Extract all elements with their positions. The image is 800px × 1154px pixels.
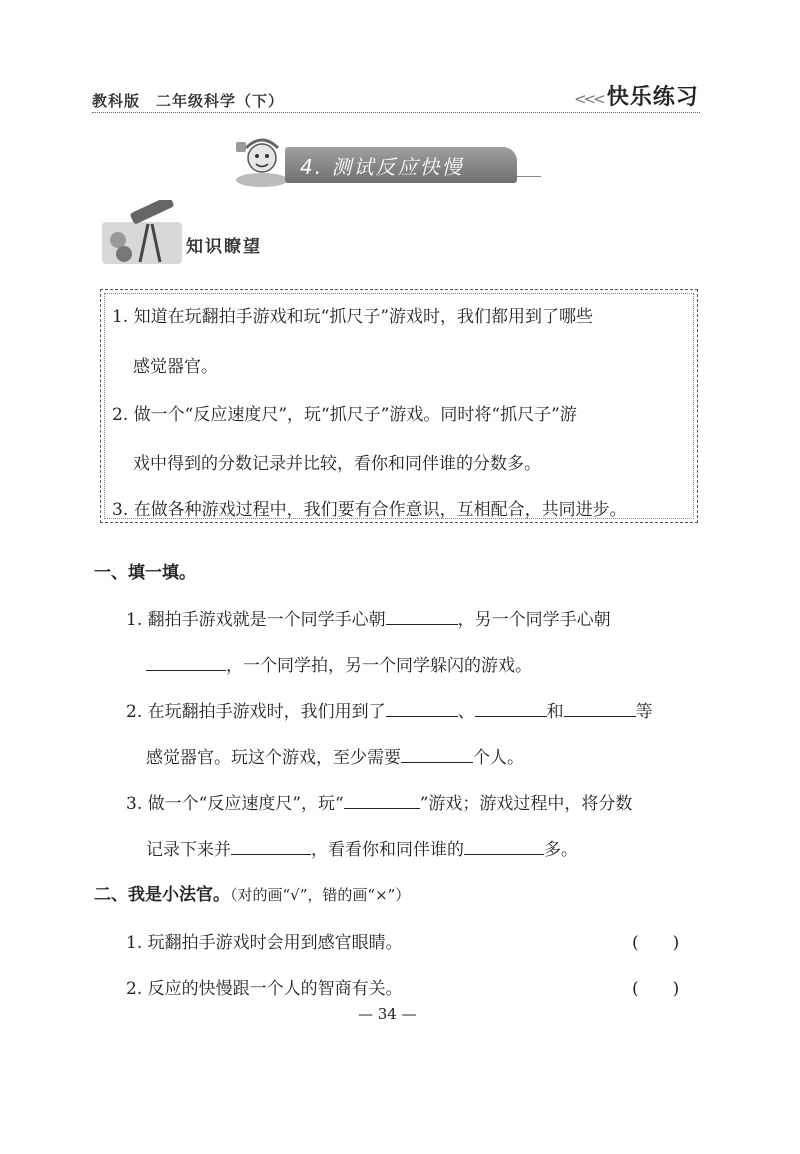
title-underline <box>517 176 541 177</box>
fill-blank[interactable] <box>386 607 458 625</box>
page-number: — 34 — <box>358 1005 417 1023</box>
knowledge-line: 1. 知道在玩翻拍手游戏和玩“抓尺子”游戏时，我们都用到了哪些 <box>112 307 594 327</box>
fill-blank[interactable] <box>564 699 636 717</box>
answer-paren[interactable]: ( ) <box>632 979 680 999</box>
section2-title-text: 二、我是小法官。 <box>94 885 230 905</box>
lesson-title: 4. 测试反应快慢 <box>300 155 464 179</box>
fill-blank[interactable] <box>231 837 311 855</box>
section2-title <box>94 880 410 905</box>
q2-text-e: 感觉器官。玩这个游戏，至少需要 <box>146 748 401 768</box>
knowledge-line: 感觉器官。 <box>133 357 218 377</box>
q2-text-b: 、 <box>457 702 475 722</box>
question-3-line1 <box>126 789 632 814</box>
q3-text-e: 多。 <box>544 840 578 860</box>
judge-item: 1. 玩翻拍手游戏时会用到感官眼睛。 <box>126 933 403 953</box>
fill-blank[interactable] <box>146 653 226 671</box>
q3-text-d: ，看看你和同伴谁的 <box>311 840 464 860</box>
q3-text-c: 记录下来并 <box>146 840 231 860</box>
fill-blank[interactable] <box>344 791 420 809</box>
q3-text-a: 3. 做一个“反应速度尺”，玩“ <box>126 794 344 814</box>
q1-text-b: ，另一个同学手心朝 <box>457 610 611 630</box>
q2-text-c: 和 <box>546 702 564 722</box>
knowledge-line: 2. 做一个“反应速度尺”，玩“抓尺子”游戏。同时将“抓尺子”游 <box>112 405 577 425</box>
q2-text-d: 等 <box>635 702 653 722</box>
q2-text-a: 2. 在玩翻拍手游戏时，我们用到了 <box>126 702 386 722</box>
question-1-line2 <box>146 651 532 676</box>
fill-blank[interactable] <box>401 745 473 763</box>
answer-paren[interactable]: ( ) <box>632 933 680 953</box>
knowledge-title: 知识瞭望 <box>186 237 262 257</box>
question-2-line2 <box>146 743 524 768</box>
section2-note: （对的画“√”，错的画“×”） <box>230 886 411 904</box>
chevrons-icon: <<< <box>574 90 603 108</box>
telescope-icon <box>100 200 182 266</box>
question-3-line2 <box>146 835 578 860</box>
judge-item: 2. 反应的快慢跟一个人的智商有关。 <box>126 979 403 999</box>
question-2-line1 <box>126 697 653 722</box>
q1-text-a: 1. 翻拍手游戏就是一个同学手心朝 <box>126 610 386 630</box>
series-title <box>574 80 699 111</box>
fill-blank[interactable] <box>386 699 458 717</box>
fill-blank[interactable] <box>475 699 547 717</box>
q1-text-c: ，一个同学拍，另一个同学躲闪的游戏。 <box>226 656 532 676</box>
fill-blank[interactable] <box>464 837 544 855</box>
q3-text-b: ”游戏；游戏过程中，将分数 <box>419 794 633 814</box>
book-edition-label: 教科版 二年级科学（下） <box>92 92 285 110</box>
header-divider <box>92 112 700 113</box>
knowledge-line: 戏中得到的分数记录并比较，看你和同伴谁的分数多。 <box>133 454 541 474</box>
series-title-text: 快乐练习 <box>606 85 699 110</box>
section1-title: 一、填一填。 <box>94 563 196 583</box>
question-1-line1 <box>126 605 611 630</box>
knowledge-line: 3. 在做各种游戏过程中，我们要有合作意识，互相配合，共同进步。 <box>112 500 627 520</box>
kid-mascot-icon <box>232 134 292 190</box>
q2-text-f: 个人。 <box>473 748 524 768</box>
